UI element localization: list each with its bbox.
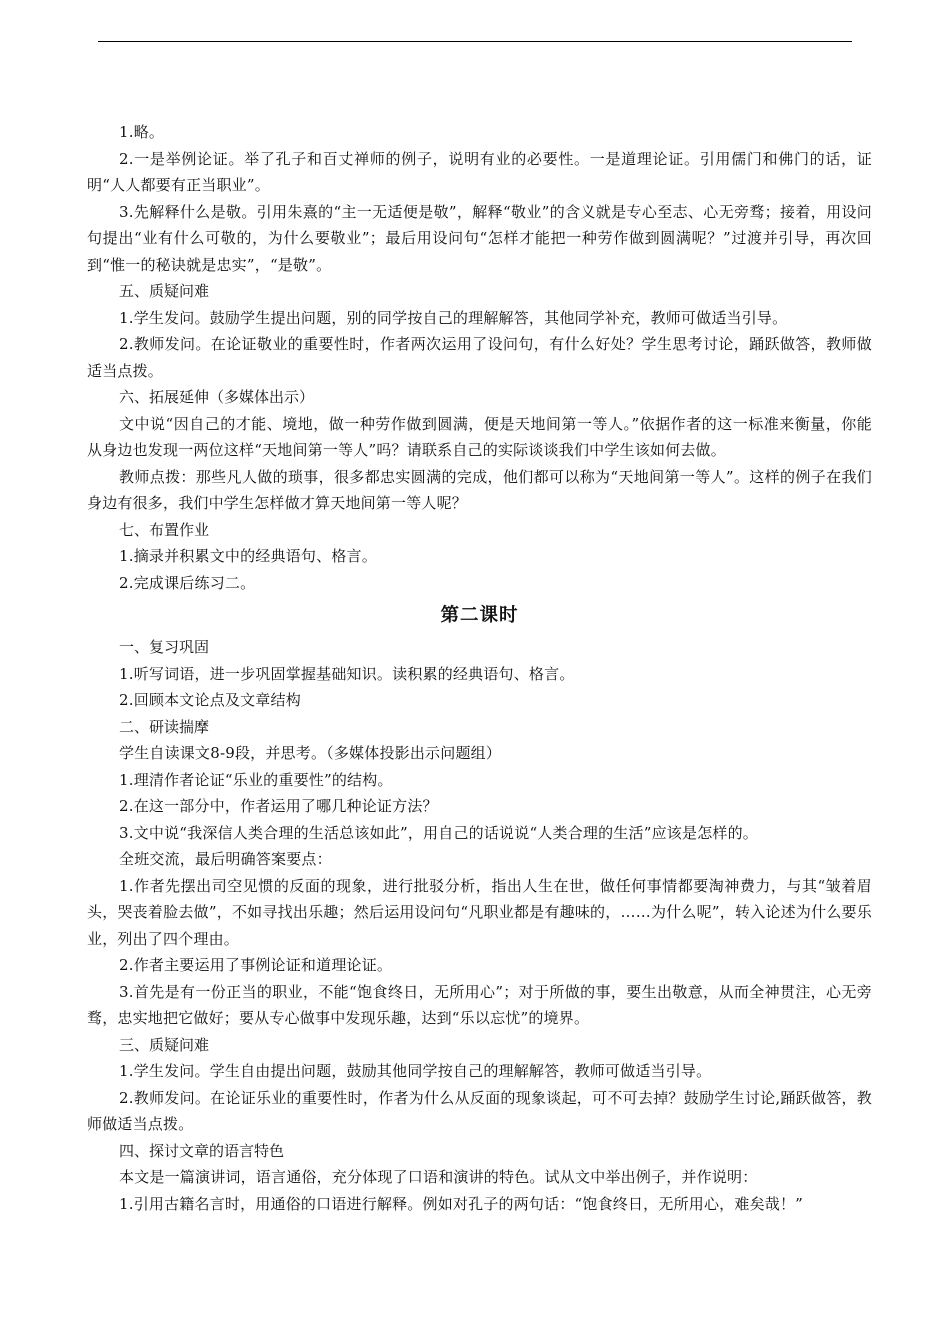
- paragraph: 本文是一篇演讲词，语言通俗，充分体现了口语和演讲的特色。试从文中举出例子，并作说明：: [119, 1168, 758, 1186]
- paragraph: 文中说“因自己的才能、境地，做一种劳作做到圆满，便是天地间第一等人。”依据作者的这一标准来衡量，你能从身边也发现一两位这样“天地间第一等人”吗？请联系自己的实际谈谈我们中学生该如何去做。: [87, 414, 872, 459]
- paragraph: 1.学生发问。鼓励学生提出问题，别的同学按自己的理解解答，其他同学补充，教师可做适当引导。: [119, 308, 788, 327]
- section-heading-3: 三、质疑问难: [119, 1035, 210, 1054]
- header-rule: [98, 41, 852, 42]
- paragraph: 1.听写词语，进一步巩固掌握基础知识。读积累的经典语句、格言。: [119, 664, 575, 683]
- document-body: [87, 119, 872, 1217]
- answer-1: 1.略。: [119, 123, 165, 141]
- paragraph: 2.作者主要运用了事例论证和道理论证。: [119, 956, 393, 974]
- answer-2: 2.一是举例论证。举了孔子和百丈禅师的例子，说明有业的必要性。一是道理论证。引用儒门和佛门的话，证明“人人都要有正当职业”。: [87, 149, 872, 194]
- paragraph: 2.在这一部分中，作者运用了哪几种论证方法？: [119, 797, 438, 815]
- paragraph: 2.教师发问。在论证敬业的重要性时，作者两次运用了设问句，有什么好处？学生思考讨论，踊跃做答，教师做适当点拨。: [87, 335, 872, 380]
- section-heading-6: 六、拓展延伸（多媒体出示）: [119, 388, 315, 406]
- section-heading-7: 七、布置作业: [119, 520, 210, 539]
- paragraph: 3.文中说“我深信人类合理的生活总该如此”，用自己的话说说“人类合理的生活”应该是怎样的。: [119, 823, 758, 842]
- paragraph: 2.教师发问。在论证乐业的重要性时，作者为什么从反面的现象谈起，可不可去掉？鼓励学生讨论,踊跃做答，教师做适当点拨。: [87, 1088, 872, 1133]
- paragraph: 教师点拨：那些凡人做的琐事，很多都忠实圆满的完成，他们都可以称为“天地间第一等人”。这样的例子在我们身边有很多，我们中学生怎样做才算天地间第一等人呢？: [87, 467, 872, 512]
- answer-3: 3.先解释什么是敬。引用朱熹的“主一无适便是敬”，解释“敬业”的含义就是专心至志、心无旁骛；接着，用设问句提出“业有什么可敬的，为什么要敬业”；最后用设问句“怎样才能把一种劳作做到圆满呢？”过渡并引导，再次回到“惟一的秘诀就是忠实”，“是敬”。: [87, 202, 872, 274]
- paragraph: 3.首先是有一份正当的职业，不能“饱食终日，无所用心”；对于所做的事，要生出敬意，从而全神贯注，心无旁骛，忠实地把它做好；要从专心做事中发现乐趣，达到“乐以忘忧”的境界。: [87, 982, 872, 1027]
- section-heading-4: 四、探讨文章的语言特色: [119, 1141, 285, 1160]
- paragraph: 学生自读课文8-9段，并思考。（多媒体投影出示问题组）: [119, 744, 502, 762]
- paragraph: 2.回顾本文论点及文章结构: [119, 691, 301, 709]
- paragraph: 1.作者先摆出司空见惯的反面的现象，进行批驳分析，指出人生在世，做任何事情都要淘神费力，与其“皱着眉头，哭丧着脸去做”，不如寻找出乐趣；然后运用设问句“凡职业都是有趣味的，……为什么呢”，转入论述为什么要乐业，列出了四个理由。: [87, 876, 872, 948]
- section-title: 第二课时: [440, 605, 519, 626]
- paragraph: 1.学生发问。学生自由提出问题，鼓励其他同学按自己的理解解答，教师可做适当引导。: [119, 1062, 712, 1080]
- section-heading-5: 五、质疑问难: [119, 282, 210, 300]
- section-heading-1: 一、复习巩固: [119, 638, 210, 656]
- paragraph: 2.完成课后练习二。: [119, 573, 256, 592]
- paragraph: 1.引用古籍名言时，用通俗的口语进行解释。例如对孔子的两句话：“饱食终日，无所用心，难矣哉！”: [119, 1194, 804, 1213]
- paragraph: 全班交流，最后明确答案要点：: [119, 850, 332, 868]
- paragraph: 1.理清作者论证“乐业的重要性”的结构。: [119, 770, 393, 789]
- paragraph: 1.摘录并积累文中的经典语句、格言。: [119, 547, 377, 565]
- section-heading-2: 二、研读揣摩: [119, 717, 210, 736]
